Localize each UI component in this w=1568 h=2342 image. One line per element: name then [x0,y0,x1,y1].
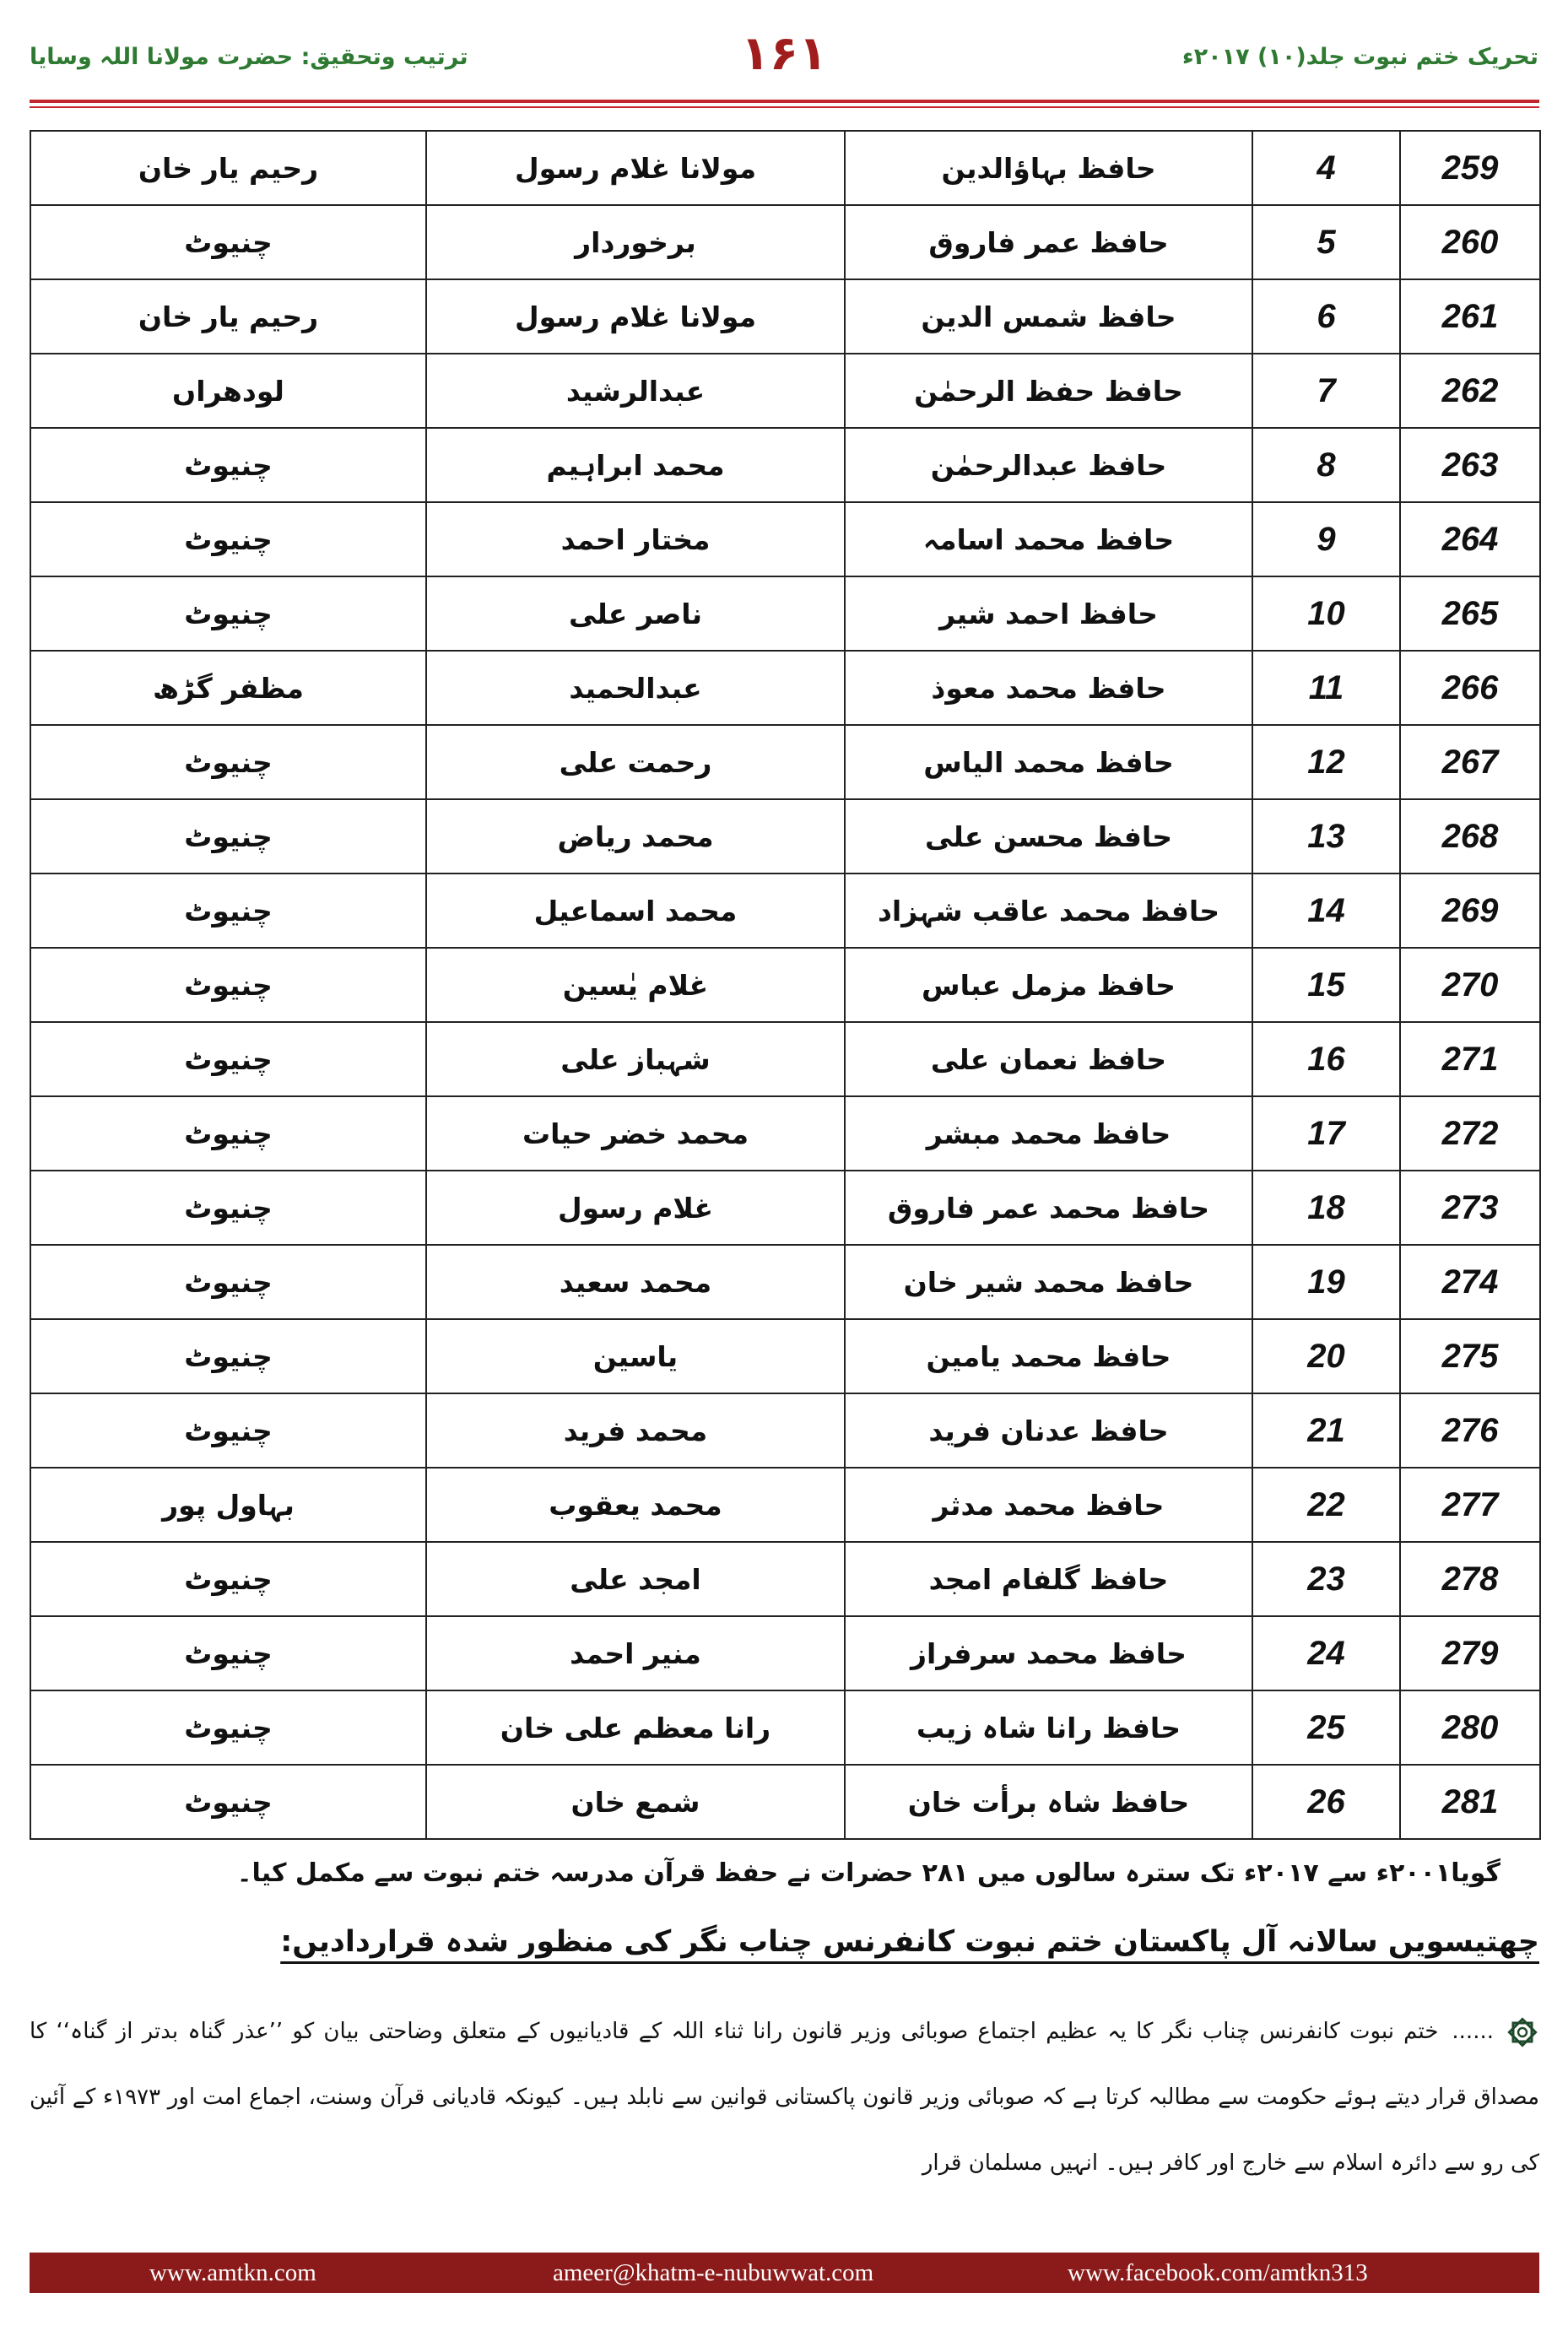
table-row [30,725,1540,799]
cell-student-name: حافظ محمد عمر فاروق [845,1171,1252,1245]
cell-row-number: 21 [1252,1393,1400,1468]
table-row [30,651,1540,725]
cell-father-name: مولانا غلام رسول [426,279,845,354]
cell-father-name: ناصر علی [426,576,845,651]
table-row [30,1319,1540,1393]
bullet-leader-dots: ...... [1452,2019,1494,2044]
cell-student-name: حافظ نعمان علی [845,1022,1252,1096]
book-title: تحریک ختم نبوت جلد(۱۰) ۲۰۱۷ء [1181,44,1538,70]
table-row [30,1096,1540,1171]
cell-father-name: عبدالرشید [426,354,845,428]
cell-city: مظفر گڑھ [30,651,426,725]
cell-father-name: مولانا غلام رسول [426,131,845,205]
footer-facebook-link[interactable]: www.facebook.com/amtkn313 [1068,2259,1368,2286]
cell-city: چنیوٹ [30,1319,426,1393]
cell-father-name: شمع خان [426,1765,845,1839]
cell-row-number: 23 [1252,1542,1400,1616]
cell-student-name: حافظ عمر فاروق [845,205,1252,279]
cell-serial-number: 281 [1400,1765,1540,1839]
cell-student-name: حافظ محمد عاقب شہزاد [845,874,1252,948]
cell-serial-number: 269 [1400,874,1540,948]
cell-row-number: 11 [1252,651,1400,725]
cell-serial-number: 266 [1400,651,1540,725]
footer-website-link[interactable]: www.amtkn.com [149,2259,316,2286]
cell-city: چنیوٹ [30,1245,426,1319]
table-row [30,576,1540,651]
resolutions-heading-text: چھتیسویں سالانہ آل پاکستان ختم نبوت کانفرنس چناب نگر کی منظور شدہ قراردادیں: [280,1925,1539,1959]
cell-serial-number: 274 [1400,1245,1540,1319]
table-row [30,279,1540,354]
table-row [30,205,1540,279]
cell-student-name: حافظ رانا شاہ زیب [845,1690,1252,1765]
cell-city: بہاول پور [30,1468,426,1542]
rub-el-hizb-star-icon [1506,2015,1539,2049]
table-row [30,131,1540,205]
cell-row-number: 10 [1252,576,1400,651]
header-divider-thin [30,106,1539,108]
compiler-credit: ترتیب وتحقیق: حضرت مولانا اللہ وسایا [30,44,468,70]
cell-father-name: محمد ریاض [426,799,845,874]
cell-student-name: حافظ محمد اسامہ [845,502,1252,576]
cell-father-name: عبدالحمید [426,651,845,725]
cell-student-name: حافظ گلفام امجد [845,1542,1252,1616]
cell-serial-number: 267 [1400,725,1540,799]
cell-row-number: 26 [1252,1765,1400,1839]
cell-serial-number: 259 [1400,131,1540,205]
table-row [30,1690,1540,1765]
cell-serial-number: 265 [1400,576,1540,651]
cell-city: چنیوٹ [30,502,426,576]
cell-city: چنیوٹ [30,1022,426,1096]
table-row [30,502,1540,576]
cell-row-number: 25 [1252,1690,1400,1765]
cell-serial-number: 273 [1400,1171,1540,1245]
cell-student-name: حافظ احمد شیر [845,576,1252,651]
cell-serial-number: 280 [1400,1690,1540,1765]
cell-student-name: حافظ مزمل عباس [845,948,1252,1022]
cell-row-number: 8 [1252,428,1400,502]
summary-text: گویا۲۰۰۱ء سے ۲۰۱۷ء تک سترہ سالوں میں ۲۸۱ حضرات نے حفظ قرآن مدرسہ ختم نبوت سے مکمل کیا۔ [236,1858,1500,1888]
cell-city: چنیوٹ [30,205,426,279]
table-row [30,1245,1540,1319]
cell-city: چنیوٹ [30,1616,426,1690]
cell-row-number: 4 [1252,131,1400,205]
cell-father-name: محمد سعید [426,1245,845,1319]
cell-row-number: 6 [1252,279,1400,354]
cell-row-number: 12 [1252,725,1400,799]
cell-father-name: برخوردار [426,205,845,279]
cell-serial-number: 261 [1400,279,1540,354]
table-row [30,1171,1540,1245]
table-row [30,1468,1540,1542]
table-row [30,1765,1540,1839]
cell-serial-number: 268 [1400,799,1540,874]
cell-serial-number: 264 [1400,502,1540,576]
cell-city: چنیوٹ [30,1096,426,1171]
hafiz-list-table [30,130,1541,1840]
page-number: ۱۶۱ [740,26,828,81]
table-row [30,1542,1540,1616]
cell-city: چنیوٹ [30,576,426,651]
cell-city: چنیوٹ [30,874,426,948]
cell-father-name: محمد ابراہیم [426,428,845,502]
cell-city: چنیوٹ [30,1765,426,1839]
cell-father-name: محمد فرید [426,1393,845,1468]
cell-city: چنیوٹ [30,1393,426,1468]
page-header [0,0,1568,98]
table-body [30,131,1540,1839]
cell-row-number: 18 [1252,1171,1400,1245]
cell-father-name: غلام یٰسین [426,948,845,1022]
cell-student-name: حافظ عدنان فرید [845,1393,1252,1468]
cell-father-name: محمد خضر حیات [426,1096,845,1171]
page-footer [30,2253,1539,2293]
cell-father-name: مختار احمد [426,502,845,576]
table-row [30,428,1540,502]
cell-row-number: 13 [1252,799,1400,874]
cell-row-number: 22 [1252,1468,1400,1542]
cell-student-name: حافظ محمد شیر خان [845,1245,1252,1319]
cell-serial-number: 260 [1400,205,1540,279]
resolution-item [30,1999,1539,2247]
header-divider [30,100,1539,103]
footer-email-link[interactable]: ameer@khatm-e-nubuwwat.com [553,2259,874,2286]
cell-city: رحیم یار خان [30,131,426,205]
cell-city: چنیوٹ [30,428,426,502]
cell-student-name: حافظ عبدالرحمٰن [845,428,1252,502]
cell-row-number: 5 [1252,205,1400,279]
cell-city: چنیوٹ [30,948,426,1022]
cell-row-number: 16 [1252,1022,1400,1096]
cell-row-number: 9 [1252,502,1400,576]
cell-student-name: حافظ شمس الدین [845,279,1252,354]
cell-student-name: حافظ محسن علی [845,799,1252,874]
cell-row-number: 14 [1252,874,1400,948]
cell-city: چنیوٹ [30,1690,426,1765]
cell-father-name: محمد اسماعیل [426,874,845,948]
cell-serial-number: 263 [1400,428,1540,502]
cell-father-name: یاسین [426,1319,845,1393]
cell-student-name: حافظ محمد مبشر [845,1096,1252,1171]
cell-serial-number: 278 [1400,1542,1540,1616]
cell-student-name: حافظ بہاؤالدین [845,131,1252,205]
resolutions-heading [30,1914,1539,1970]
cell-city: چنیوٹ [30,725,426,799]
cell-city: چنیوٹ [30,799,426,874]
table-row [30,354,1540,428]
cell-serial-number: 275 [1400,1319,1540,1393]
table-row [30,1022,1540,1096]
cell-row-number: 24 [1252,1616,1400,1690]
cell-serial-number: 277 [1400,1468,1540,1542]
table-row [30,1393,1540,1468]
table-row [30,799,1540,874]
cell-father-name: غلام رسول [426,1171,845,1245]
cell-student-name: حافظ محمد سرفراز [845,1616,1252,1690]
cell-row-number: 17 [1252,1096,1400,1171]
cell-father-name: منیر احمد [426,1616,845,1690]
resolution-text: ختم نبوت کانفرنس چناب نگر کا یہ عظیم اجتماع صوبائی وزیر قانون رانا ثناء اللہ کے قادیانیوں کے متعلق وضاحتی بیان کو ’’عذر گناہ بدتر از گناہ‘‘ کا مصداق قرار دیتے ہوئے حکومت سے مطالبہ کرتا ہے کہ صوبائی وزیر قانون پاکستانی قوانین سے نابلد ہیں۔ کیونکہ قادیانی قرآن وسنت، اجماع امت اور ۱۹۷۳ء کے آئین کی رو سے دائرہ اسلام سے خارج اور کافر ہیں۔ انہیں مسلمان قرار [30,2019,1539,2176]
cell-father-name: امجد علی [426,1542,845,1616]
cell-serial-number: 270 [1400,948,1540,1022]
cell-city: لودھراں [30,354,426,428]
cell-student-name: حافظ محمد یامین [845,1319,1252,1393]
cell-student-name: حافظ حفظ الرحمٰن [845,354,1252,428]
cell-row-number: 15 [1252,948,1400,1022]
table-row [30,874,1540,948]
cell-serial-number: 262 [1400,354,1540,428]
cell-serial-number: 279 [1400,1616,1540,1690]
cell-row-number: 7 [1252,354,1400,428]
cell-student-name: حافظ محمد معوذ [845,651,1252,725]
cell-student-name: حافظ محمد مدثر [845,1468,1252,1542]
cell-father-name: شہباز علی [426,1022,845,1096]
cell-row-number: 19 [1252,1245,1400,1319]
cell-city: چنیوٹ [30,1171,426,1245]
cell-serial-number: 272 [1400,1096,1540,1171]
table-row [30,1616,1540,1690]
cell-student-name: حافظ محمد الیاس [845,725,1252,799]
cell-father-name: رحمت علی [426,725,845,799]
cell-city: رحیم یار خان [30,279,426,354]
cell-father-name: محمد یعقوب [426,1468,845,1542]
table-row [30,948,1540,1022]
cell-student-name: حافظ شاہ برأت خان [845,1765,1252,1839]
cell-row-number: 20 [1252,1319,1400,1393]
cell-serial-number: 276 [1400,1393,1540,1468]
cell-serial-number: 271 [1400,1022,1540,1096]
cell-father-name: رانا معظم علی خان [426,1690,845,1765]
cell-city: چنیوٹ [30,1542,426,1616]
